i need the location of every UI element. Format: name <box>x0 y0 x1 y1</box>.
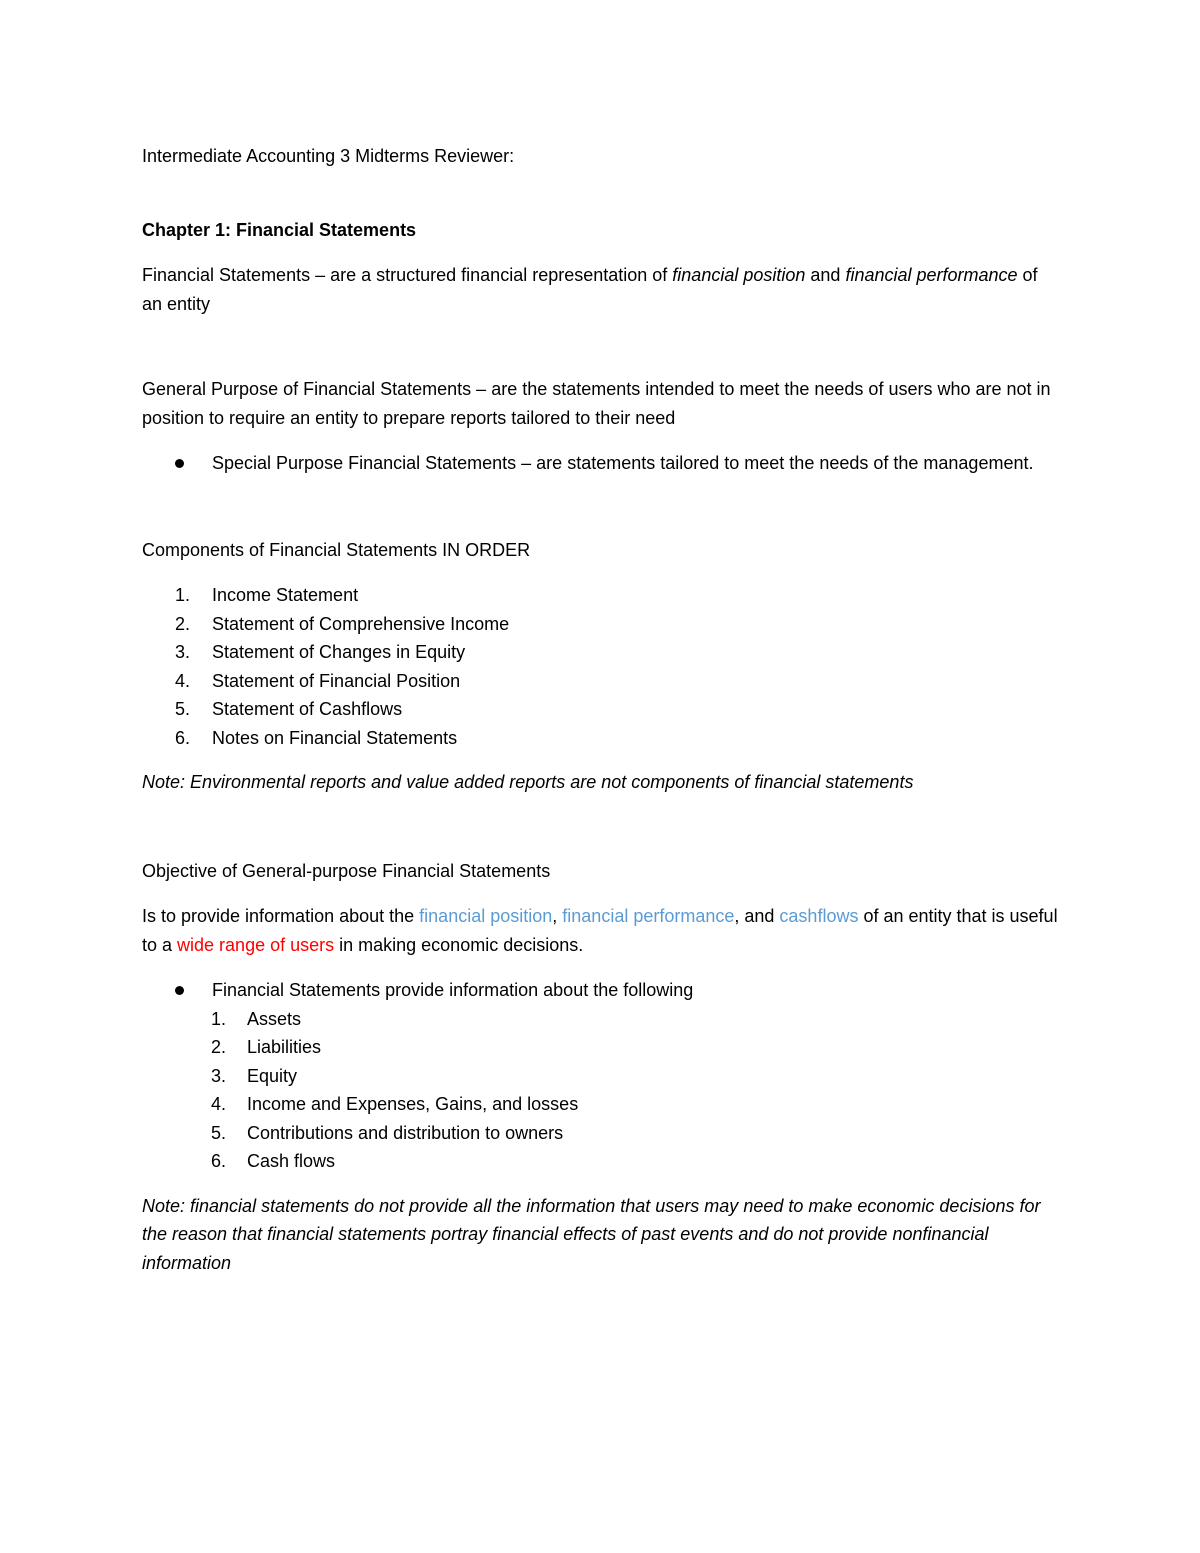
definition-emphasis-performance: financial performance <box>845 265 1018 285</box>
list-item-number: 6. <box>175 727 191 748</box>
list-item-label: Cash flows <box>247 1151 336 1171</box>
definition-lead: Financial Statements – are a structured financial representation of <box>142 265 673 285</box>
objective-tail: in making economic decisions. <box>334 934 584 955</box>
objective-separator: , and <box>734 906 780 926</box>
list-item-number: 4. <box>211 1094 227 1114</box>
list-item-label: Statement of Changes in Equity <box>212 642 466 662</box>
provide-information-bullet <box>142 976 1062 1005</box>
highlight-financial-position: financial position <box>419 906 553 926</box>
list-item-number: 5. <box>211 1122 227 1143</box>
components-list <box>142 581 1062 752</box>
document-page <box>142 142 1062 1277</box>
list-item-label: Notes on Financial Statements <box>212 727 458 748</box>
list-item <box>142 581 1062 610</box>
special-purpose-text: Special Purpose Financial Statements – are statements tailored to meet the needs of the management. <box>212 453 1034 473</box>
bullet-icon <box>175 986 184 995</box>
highlight-wide-range-of-users: wide range of users <box>177 934 335 955</box>
list-item-label: Income and Expenses, Gains, and losses <box>247 1094 579 1114</box>
objective-lead: Is to provide information about the <box>142 906 420 926</box>
objective-note: Note: financial statements do not provide all the information that users may need to make economic decisions for the reason that financial statements portray financial effects of past events and do not provide nonfinancial information <box>142 1195 1041 1273</box>
chapter-heading: Chapter 1: Financial Statements <box>142 219 417 240</box>
list-item-label: Assets <box>247 1008 302 1029</box>
list-item-number: 4. <box>175 670 191 691</box>
list-item-number: 3. <box>175 642 191 662</box>
list-item <box>142 724 1062 753</box>
components-note: Note: Environmental reports and value added reports are not components of financial statements <box>142 772 914 792</box>
list-item <box>142 638 1062 667</box>
list-item <box>142 667 1062 696</box>
list-item <box>142 695 1062 724</box>
objective-separator: , <box>552 906 563 926</box>
list-item-number: 3. <box>211 1065 227 1086</box>
highlight-cashflows: cashflows <box>779 906 859 926</box>
general-purpose-definition: General Purpose of Financial Statements – are the statements intended to meet the needs of users who are not in position to require an entity to prepare reports tailored to their need <box>142 379 1051 428</box>
list-item-number: 6. <box>211 1151 227 1171</box>
definition-mid: and <box>805 265 846 285</box>
definition-tail: of an entity <box>142 265 1038 314</box>
list-item-number: 2. <box>211 1037 227 1057</box>
list-item-label: Liabilities <box>247 1037 322 1057</box>
document-title: Intermediate Accounting 3 Midterms Reviewer: <box>142 146 515 166</box>
list-item-label: Statement of Financial Position <box>212 670 461 691</box>
components-heading: Components of Financial Statements IN ORDER <box>142 539 531 560</box>
financial-statements-definition <box>142 261 1062 318</box>
list-item <box>142 610 1062 639</box>
list-item <box>142 1062 1062 1091</box>
bullet-icon <box>175 459 184 468</box>
objective-paragraph <box>142 902 1062 959</box>
list-item-label: Equity <box>247 1065 298 1086</box>
list-item <box>142 1119 1062 1148</box>
list-item-label: Statement of Comprehensive Income <box>212 613 510 634</box>
objective-heading: Objective of General-purpose Financial Statements <box>142 860 551 881</box>
list-item <box>142 1005 1062 1034</box>
list-item-number: 1. <box>175 585 191 605</box>
list-item <box>142 1090 1062 1119</box>
list-item-label: Contributions and distribution to owners <box>247 1122 564 1143</box>
list-item-number: 2. <box>175 613 191 634</box>
provide-information-text: Financial Statements provide information about the following <box>212 980 694 1000</box>
list-item-label: Income Statement <box>212 585 359 605</box>
special-purpose-bullet <box>142 449 1062 478</box>
list-item-number: 5. <box>175 699 191 719</box>
objective-mid: of an entity that is useful to a <box>142 906 1058 955</box>
list-item <box>142 1033 1062 1062</box>
definition-emphasis-position: financial position <box>672 265 806 285</box>
highlight-financial-performance: financial performance <box>562 906 735 926</box>
list-item-label: Statement of Cashflows <box>212 699 403 719</box>
list-item <box>142 1147 1062 1176</box>
list-item-number: 1. <box>211 1008 227 1029</box>
information-list <box>142 1005 1062 1176</box>
